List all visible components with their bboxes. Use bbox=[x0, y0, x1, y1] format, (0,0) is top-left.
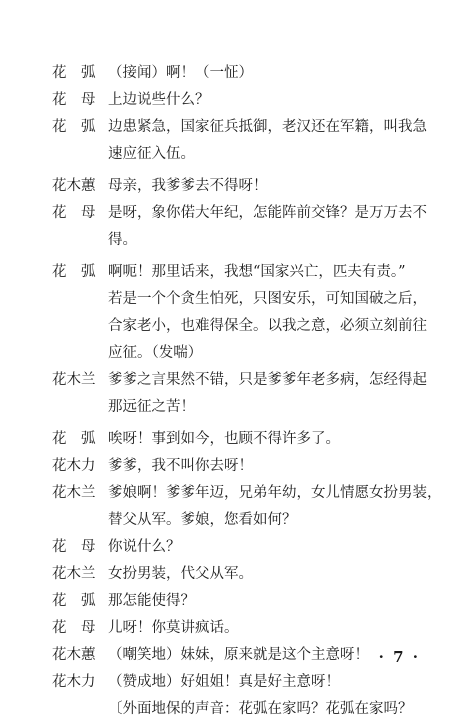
line-text: 那怎能使得？ bbox=[108, 593, 195, 609]
script-line-continued bbox=[52, 394, 452, 421]
speaker-name: 花 母 bbox=[52, 205, 96, 221]
speaker-name: 花 弧 bbox=[52, 65, 96, 81]
speaker-name: 花木蕙 bbox=[52, 647, 96, 663]
script-line-continued bbox=[52, 507, 452, 534]
line-text: （嘲笑地）妹妹，原来就是这个主意呀！ bbox=[108, 647, 369, 663]
script-line-continued bbox=[52, 340, 452, 367]
speaker-name: 花木力 bbox=[52, 674, 96, 690]
script-line-continued bbox=[52, 141, 452, 168]
line-text: 边患紧急，国家征兵抵御，老汉还在军籍，叫我急 bbox=[108, 119, 427, 135]
speaker-name: 花 母 bbox=[52, 539, 96, 555]
speaker-name: 花木兰 bbox=[52, 485, 96, 501]
speaker-name: 花木力 bbox=[52, 458, 96, 474]
line-text: 爹爹，我不叫你去呀！ bbox=[108, 458, 253, 474]
script-line bbox=[52, 615, 452, 642]
line-text: 若是一个个贪生怕死，只图安乐，可知国破之后， bbox=[108, 291, 427, 307]
line-text: 爹爹之言果然不错，只是爹爹年老多病，怎经得起 bbox=[108, 372, 427, 388]
speaker-name: 花 弧 bbox=[52, 431, 96, 447]
script-line bbox=[52, 87, 452, 114]
speaker-name: 花 弧 bbox=[52, 119, 96, 135]
line-text: 爹娘啊！爹爹年迈，兄弟年幼，女儿情愿女扮男装， bbox=[108, 485, 442, 501]
script-line bbox=[52, 588, 452, 615]
script-line bbox=[52, 60, 452, 87]
script-line bbox=[52, 367, 452, 394]
stage-direction bbox=[52, 696, 452, 723]
speaker-name: 花木蕙 bbox=[52, 178, 96, 194]
line-text: 合家老小，也难得保全。以我之意，必须立刻前往 bbox=[108, 318, 427, 334]
line-text: 〔外面地保的声音：花弧在家吗？花弧在家吗？ bbox=[108, 701, 413, 717]
line-text: 替父从军。爹娘，您看如何？ bbox=[108, 512, 297, 528]
line-text: 女扮男装，代父从军。 bbox=[108, 566, 253, 582]
script-line bbox=[52, 173, 452, 200]
line-text: 应征。（发喘） bbox=[108, 345, 203, 361]
script-line-continued bbox=[52, 286, 452, 313]
line-text: 是呀，象你偌大年纪，怎能阵前交锋？是万万去不 bbox=[108, 205, 427, 221]
line-text: 唉呀！事到如今，也顾不得许多了。 bbox=[108, 431, 340, 447]
speaker-name: 花 弧 bbox=[52, 264, 96, 280]
line-text: 母亲，我爹爹去不得呀！ bbox=[108, 178, 268, 194]
line-text: 得。 bbox=[108, 232, 137, 248]
script-line bbox=[52, 259, 452, 286]
script-line bbox=[52, 669, 452, 696]
page-number: · 7 · bbox=[378, 648, 420, 666]
script-line-continued bbox=[52, 313, 452, 340]
script-line-continued bbox=[52, 227, 452, 254]
speaker-name: 花木兰 bbox=[52, 372, 96, 388]
speaker-name: 花 母 bbox=[52, 92, 96, 108]
script-line bbox=[52, 200, 452, 227]
speaker-name: 花 弧 bbox=[52, 593, 96, 609]
speaker-name: 花 母 bbox=[52, 620, 96, 636]
line-text: （赞成地）好姐姐！真是好主意呀！ bbox=[108, 674, 340, 690]
line-text: 啊呃！那里话来，我想“国家兴亡，匹夫有责。” bbox=[108, 264, 406, 280]
script-line bbox=[52, 426, 452, 453]
line-text: 那远征之苦！ bbox=[108, 399, 195, 415]
script-line bbox=[52, 453, 452, 480]
speaker-name: 花木兰 bbox=[52, 566, 96, 582]
script-line bbox=[52, 114, 452, 141]
script-lines bbox=[52, 60, 452, 723]
script-line bbox=[52, 561, 452, 588]
line-text: （接闻）啊！（一怔） bbox=[108, 65, 253, 81]
line-text: 速应征入伍。 bbox=[108, 146, 195, 162]
line-text: 儿呀！你莫讲疯话。 bbox=[108, 620, 239, 636]
line-text: 你说什么？ bbox=[108, 539, 181, 555]
script-line bbox=[52, 480, 452, 507]
line-text: 上边说些什么？ bbox=[108, 92, 210, 108]
script-line bbox=[52, 534, 452, 561]
